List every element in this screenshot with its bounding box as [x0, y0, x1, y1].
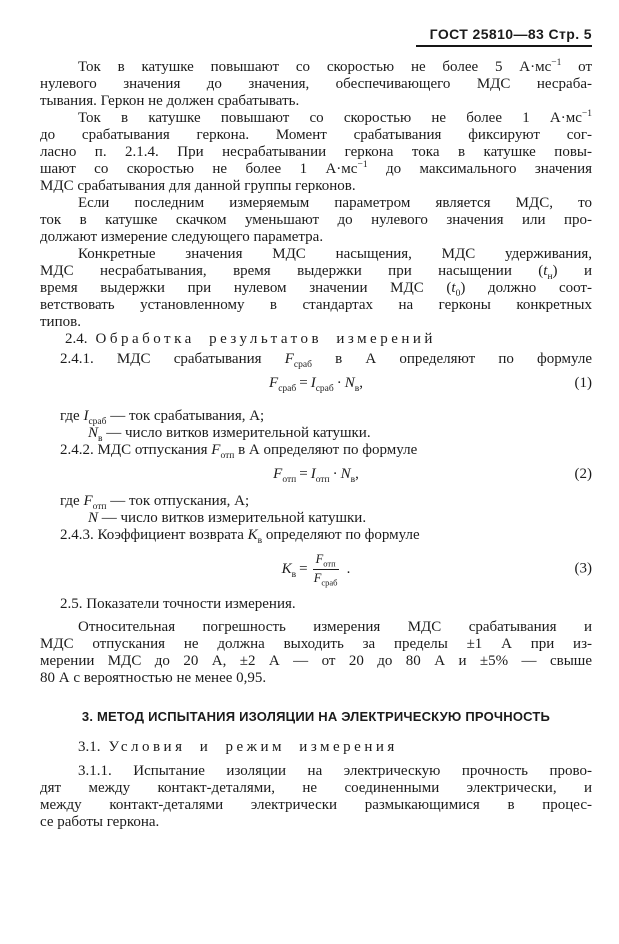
- clause-2-5: 2.5. Показатели точности измерения.: [60, 596, 296, 612]
- subscript: сраб: [321, 577, 338, 587]
- text-part: Ток в катушке повышают со скоростью не более 1 А·мс: [78, 110, 582, 126]
- math-var: t: [543, 263, 548, 279]
- subscript: в: [257, 536, 263, 546]
- text-part: шают со скоростью не более 1 А·мс: [40, 161, 358, 177]
- text-line: ласно п. 2.1.4. При несрабатывании геркона тока в катушке повы-: [40, 144, 592, 160]
- text-line: должают измерение следующего параметра.: [40, 229, 324, 245]
- text-part: в А определяют по формуле: [311, 351, 593, 367]
- text-line: МДС отпускания не должна выходить за пределы ±1 А при из-: [40, 636, 592, 652]
- text-line: типов.: [40, 314, 81, 330]
- text-line: нулевого значения до значения, обеспечивающего МДС несраба-: [40, 76, 592, 92]
- math-var: F: [269, 375, 279, 391]
- equation: [273, 466, 359, 485]
- clause-2-4-3: [40, 527, 592, 544]
- math-var: I: [310, 466, 316, 482]
- text-line: [40, 161, 592, 178]
- subscript: сраб: [88, 417, 107, 427]
- fraction-numerator: [313, 552, 339, 570]
- formula-1: [40, 372, 592, 394]
- equals-sign: =: [299, 375, 308, 391]
- text-part: ) должно соот-: [460, 280, 592, 296]
- math-var: N: [344, 375, 355, 391]
- document-page: [0, 26, 619, 944]
- equation-number: (3): [574, 560, 592, 577]
- text-part: в А определяют по формуле: [234, 442, 418, 458]
- clause-2-4-1: [40, 351, 592, 368]
- text-part: определяют по формуле: [262, 527, 420, 543]
- text-part: ) и: [552, 263, 592, 279]
- math-var: K: [247, 527, 258, 543]
- text-line: се работы геркона.: [40, 814, 160, 830]
- subscript: отп: [323, 558, 336, 569]
- text-line: [40, 263, 592, 280]
- text-line: Конкретные значения МДС насыщения, МДС удерживания,: [78, 246, 592, 262]
- multiplication-dot: ·: [332, 466, 338, 482]
- subscript: отп: [282, 475, 297, 485]
- clause-number: 3.1.: [78, 739, 101, 755]
- subscript: 0: [455, 289, 461, 299]
- clause-title: Условия и режим измерения: [108, 739, 398, 755]
- text-line: 3.1.1. Испытание изоляции на электрическую прочность прово-: [78, 763, 592, 779]
- subscript: в: [291, 569, 297, 580]
- doc-number-and-page: ГОСТ 25810—83 Стр. 5: [416, 26, 592, 47]
- text-line: [40, 110, 592, 127]
- math-var: F: [284, 351, 294, 367]
- math-var: t: [451, 280, 456, 296]
- text-part: ,: [359, 375, 363, 391]
- clause-2-4-heading: [40, 331, 592, 348]
- text-part: — ток отпускания, А;: [106, 493, 250, 509]
- text-part: от: [561, 59, 592, 75]
- clause-number: 2.4.: [65, 331, 88, 347]
- equation: [269, 375, 363, 394]
- text-part: где: [60, 493, 84, 509]
- multiplication-dot: ·: [336, 375, 342, 391]
- text-line: между контакт-деталями электрически размыкающимися в процес-: [40, 797, 592, 813]
- math-var: N: [340, 466, 351, 482]
- text-line: МДС срабатывания для данной группы герконов.: [40, 178, 356, 194]
- clause-title: Обработка результатов измерений: [95, 331, 436, 347]
- formula-3: [40, 548, 592, 590]
- subscript: н: [547, 272, 553, 282]
- text-part: — ток срабатывания, А;: [106, 408, 265, 424]
- text-part: 2.4.2. МДС отпускания: [60, 442, 212, 458]
- clause-3-1-heading: [40, 739, 592, 756]
- superscript: −1: [357, 160, 368, 170]
- equation-number: (1): [574, 375, 592, 391]
- text-part: время выдержки при нулевом значении МДС (: [40, 280, 452, 296]
- clause-2-4-2: [40, 442, 592, 459]
- where-clause: [40, 408, 592, 425]
- superscript: −1: [581, 109, 592, 119]
- equation-number: (2): [574, 466, 592, 482]
- math-var: F: [315, 551, 324, 566]
- fraction: [313, 552, 339, 586]
- text-line: мерении МДС до 20 А, ±2 А — от 20 до 80 А и ±5% — свыше: [40, 653, 592, 669]
- subscript: в: [98, 434, 103, 444]
- text-line: [40, 59, 592, 76]
- math-var: I: [310, 375, 316, 391]
- text-line: 80 А с вероятностью не менее 0,95.: [40, 670, 267, 686]
- subscript: сраб: [278, 384, 297, 394]
- text-part: — число витков измерительной катушки.: [98, 510, 367, 526]
- where-clause: [40, 425, 592, 442]
- subscript: отп: [92, 502, 107, 512]
- math-var: F: [313, 570, 322, 585]
- math-var: N: [88, 425, 99, 441]
- equation: [282, 561, 311, 578]
- subscript: отп: [220, 451, 235, 461]
- where-clause: [40, 493, 592, 510]
- text-part: МДС несрабатывания, время выдержки при насыщении (: [40, 263, 544, 279]
- text-part: Ток в катушке повышают со скоростью не более 5 А·мс: [78, 59, 552, 75]
- formula-2: [40, 463, 592, 485]
- text-part: 2.4.3. Коэффициент возврата: [60, 527, 248, 543]
- subscript: сраб: [315, 384, 334, 394]
- text-line: [40, 280, 592, 297]
- text-line: тывания. Геркон не должен срабатывать.: [40, 93, 300, 109]
- text-line: ветствовать установленному в стандартах на герконы конкретных: [40, 297, 592, 313]
- math-var: F: [273, 466, 283, 482]
- text-part: где: [60, 408, 84, 424]
- subscript: в: [350, 475, 356, 485]
- subscript: в: [354, 384, 360, 394]
- math-var: N: [88, 510, 99, 526]
- superscript: −1: [551, 58, 562, 68]
- text-line: до срабатывания геркона. Момент срабатывания фиксируют сог-: [40, 127, 592, 143]
- section-3-heading: 3. МЕТОД ИСПЫТАНИЯ ИЗОЛЯЦИИ НА ЭЛЕКТРИЧЕСКУЮ ПРОЧНОСТЬ: [81, 709, 551, 724]
- where-clause: [40, 510, 592, 527]
- text-part: ,: [355, 466, 359, 482]
- math-var: F: [83, 493, 93, 509]
- fraction-denominator: [313, 570, 339, 587]
- text-line: ток в катушке скачком уменьшают до нулевого значения или про-: [40, 212, 592, 228]
- subscript: отп: [315, 475, 330, 485]
- text-part: 2.4.1. МДС срабатывания: [60, 351, 285, 367]
- text-line: дят между контакт-деталями, не соединенными электрически, и: [40, 780, 592, 796]
- equals-sign: =: [299, 560, 308, 577]
- text-part: .: [346, 560, 351, 577]
- math-var: K: [281, 560, 292, 577]
- text-line: Если последним измеряемым параметром является МДС, то: [78, 195, 592, 211]
- math-var: F: [211, 442, 221, 458]
- document-body: [40, 59, 592, 831]
- text-line: Относительная погрешность измерения МДС срабатывания и: [78, 619, 592, 635]
- text-part: до максимального значения: [367, 161, 592, 177]
- page-header: [40, 26, 592, 47]
- equals-sign: =: [299, 466, 308, 482]
- math-var: I: [83, 408, 89, 424]
- text-part: — число витков измерительной катушки.: [102, 425, 371, 441]
- subscript: сраб: [293, 360, 312, 370]
